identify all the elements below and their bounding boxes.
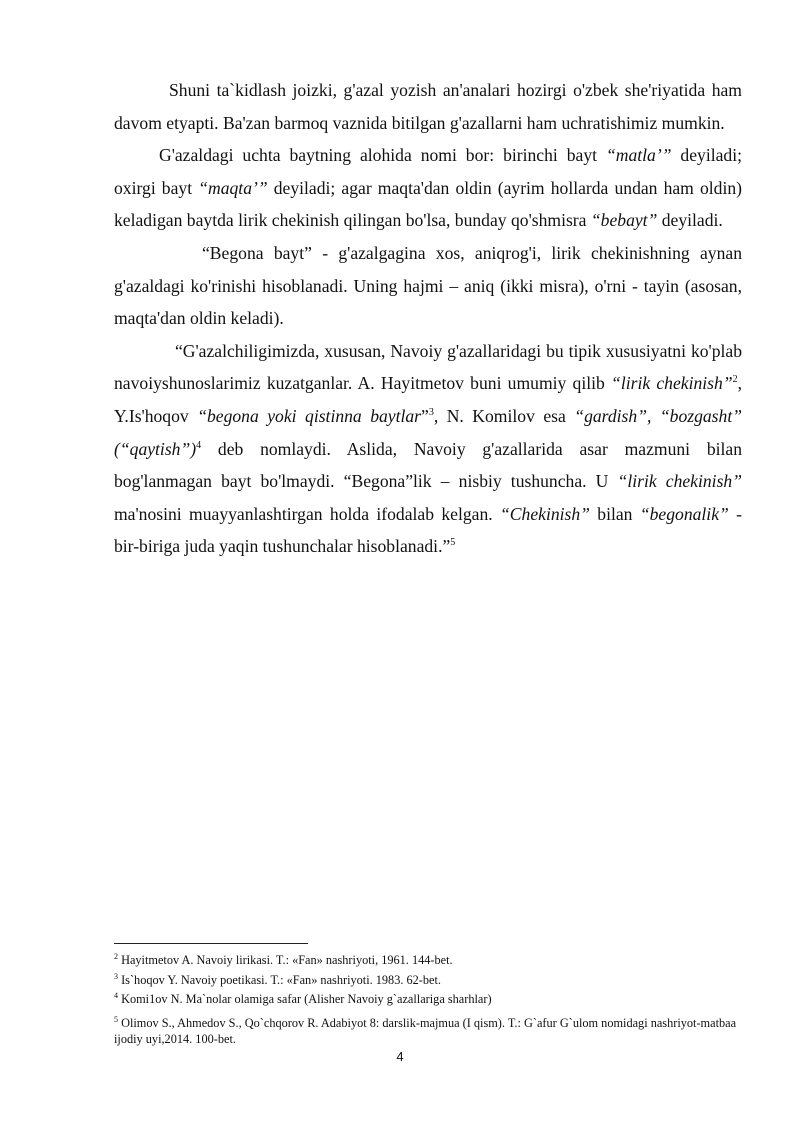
footnote-ref-4[interactable]: 4 — [196, 439, 202, 451]
text-run: deyiladi. — [657, 210, 723, 231]
footnote-number: 3 — [114, 971, 118, 981]
term-lirik-chekinish-2: “lirik chekinish” — [617, 471, 742, 492]
footnote-number: 4 — [114, 990, 118, 1000]
footnote-3 — [114, 971, 742, 991]
term-gardish: “gardish”, “bozgasht” (“qaytish”) — [114, 405, 742, 459]
text-run: deyiladi; oxirgi bayt — [114, 145, 742, 198]
text-run: , N. Komilov esa — [433, 405, 575, 426]
term-chekinish: “Chekinish” — [500, 503, 590, 524]
paragraph-4 — [114, 335, 742, 563]
text-run: “G'azalchiligimizda, xususan, Navoiy g'azallaridagi bu tipik xususiyatni ko'plab navoiyshunoslarimiz kuzatganlar. A. Hayitmetov buni umumiy qilib — [114, 340, 742, 394]
footnote-text: Hayitmetov A. Navoiy lirikasi. T.: «Fan» nashriyoti, 1961. 144-bet. — [118, 953, 453, 967]
footnote-text: Olimov S., Ahmedov S., Qo`chqorov R. Adabiyot 8: darslik-majmua (I qism). T.: G`afur G`ulom nomidagi nashriyot-matbaa ijodiy uyi,2014. 100-bet. — [114, 1015, 737, 1046]
page-number: 4 — [396, 1049, 404, 1064]
text-run: deyiladi; agar maqta'dan oldin (ayrim hollarda undan ham oldin) keladigan baytda lirik chekinish qilingan bo'lsa, bunday qo'shmisra — [114, 177, 742, 231]
paragraph-1-text: Shuni ta`kidlash joizki, g'azal yozish an'analari hozirgi o'zbek she'riyatida ham davom etyapti. Ba'zan barmoq vaznida bitilgan g'azallarni ham uchratishimiz mumkin. — [114, 80, 742, 133]
document-body — [114, 74, 742, 563]
paragraph-1 — [114, 74, 742, 139]
footnote-4 — [114, 990, 742, 1010]
footnote-ref-5[interactable]: 5 — [450, 537, 456, 549]
text-run: , Y.Is'hoqov — [114, 373, 743, 426]
paragraph-3-text: “Begona bayt” - g'azalgagina xos, aniqrog'i, lirik chekinishning aynan g'azaldagi ko'rinishi hisoblanadi. Uning hajmi – aniq (ikki misra), o'rni - tayin (asosan, maqta'dan oldin keladi). — [114, 242, 742, 329]
text-run: bilan — [589, 503, 640, 524]
text-run: ma'nosini muayyanlashtirgan holda ifodalab kelgan. — [114, 503, 501, 524]
footnote-number: 5 — [114, 1014, 118, 1024]
footnote-text: Is`hoqov Y. Navoiy poetikasi. T.: «Fan» nashriyoti. 1983. 62-bet. — [118, 972, 441, 987]
text-run: deb nomlaydi. Aslida, Navoiy g'azallarida asar mazmuni bilan bog'lanmagan bayt bo'lmaydi. “Begona”lik – nisbiy tushuncha. U — [114, 438, 742, 492]
text-run: ” — [421, 405, 429, 426]
paragraph-2 — [114, 139, 742, 237]
footnote-ref-3[interactable]: 3 — [428, 407, 434, 419]
term-bebayt: “bebayt” — [590, 210, 658, 231]
term-begonalik: “begonalik” — [639, 503, 729, 524]
footnote-separator — [114, 943, 308, 944]
footnote-text: Komi1ov N. Ma`nolar olamiga safar (Alisher Navoiy g`azallariga sharhlar) — [118, 992, 492, 1006]
paragraph-3 — [114, 237, 742, 335]
footnote-5 — [114, 1015, 742, 1047]
footnote-2 — [114, 951, 742, 971]
term-maqta: “maqta’” — [198, 177, 268, 198]
term-matla: “matla’” — [605, 145, 672, 166]
term-begona-baytlar: “begona yoki qistinna baytlar — [197, 405, 422, 426]
footnotes — [114, 951, 742, 1047]
footnote-number: 2 — [114, 951, 118, 961]
term-lirik-chekinish: “lirik chekinish” — [611, 373, 733, 394]
text-run: - bir-biriga juda yaqin tushunchalar hisoblanadi.” — [114, 503, 743, 557]
text-run: G'azaldagi uchta baytning alohida nomi bor: birinchi bayt — [159, 145, 606, 166]
footnote-ref-2[interactable]: 2 — [732, 374, 738, 386]
